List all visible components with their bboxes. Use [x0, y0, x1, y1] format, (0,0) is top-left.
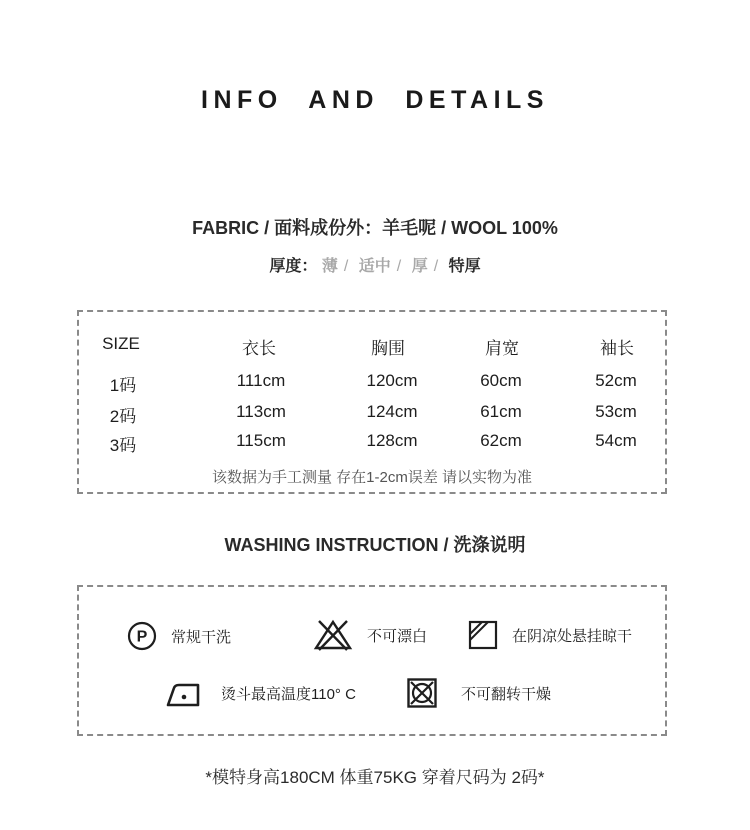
- fabric-line: [0, 214, 750, 240]
- table-cell: 2码: [109, 407, 137, 426]
- care-label: 常规干洗: [171, 628, 232, 646]
- dry-clean-p-icon: [127, 621, 157, 651]
- table-cell: 61cm: [480, 402, 522, 421]
- care-label: 不可漂白: [367, 627, 428, 645]
- thickness-option-medium: 适中: [358, 258, 391, 275]
- table-cell: 128cm: [366, 431, 418, 450]
- table-cell: 115cm: [236, 431, 286, 450]
- fabric-composition: / 面料成份外：羊毛呢 / WOOL 100%: [259, 218, 558, 238]
- no-bleach-icon: [313, 619, 353, 651]
- table-header-length: 衣长: [242, 339, 276, 358]
- table-header-shoulder: 肩宽: [485, 339, 519, 358]
- table-cell: 53cm: [595, 402, 637, 421]
- page-title: INFO AND DETAILS: [201, 86, 549, 114]
- table-cell: 54cm: [595, 431, 637, 450]
- care-label: 在阴凉处悬挂晾干: [512, 627, 633, 645]
- care-item-no-tumble: [407, 678, 551, 708]
- fabric-label: FABRIC: [192, 218, 260, 238]
- shade-hang-dry-icon: [468, 620, 498, 650]
- care-item-no-bleach: [313, 619, 427, 651]
- thickness-line: 厚度： 薄 / 适中 / 厚 / 特厚: [269, 258, 481, 275]
- table-header-size: SIZE: [102, 334, 140, 353]
- table-header-chest: 胸围: [371, 339, 405, 358]
- table-cell: 3码: [109, 436, 137, 455]
- care-item-shade-dry: [468, 620, 632, 650]
- table-header-sleeve: 袖长: [600, 339, 634, 358]
- thickness-option-thin: 薄: [321, 258, 338, 275]
- table-cell: 60cm: [480, 371, 522, 390]
- table-cell: 113cm: [236, 402, 286, 421]
- measurement-note: 该数据为手工测量 存在1-2cm误差 请以实物为准: [211, 469, 532, 486]
- thickness-option-extra-thick: 特厚: [448, 258, 481, 275]
- table-cell: 124cm: [366, 402, 418, 421]
- care-item-dry-clean: [127, 621, 231, 651]
- table-cell: 111cm: [236, 371, 286, 390]
- table-cell: 52cm: [595, 371, 637, 390]
- thickness-option-thick: 厚: [411, 258, 428, 275]
- table-cell: 1码: [109, 376, 137, 395]
- table-cell: 62cm: [480, 431, 522, 450]
- model-info: *模特身高180CM 体重75KG 穿着尺码为 2码*: [205, 768, 545, 787]
- no-tumble-dry-icon: [407, 678, 437, 708]
- care-label: 烫斗最高温度110° C: [221, 685, 356, 703]
- table-cell: 120cm: [366, 371, 418, 390]
- care-item-iron: [165, 677, 356, 709]
- washing-title: WASHING INSTRUCTION / 洗涤说明: [224, 535, 526, 555]
- svg-text:P: P: [136, 628, 148, 646]
- thickness-label: 厚度：: [269, 258, 318, 275]
- washing-box: [77, 585, 667, 736]
- iron-icon: [165, 677, 203, 709]
- care-label: 不可翻转干燥: [461, 685, 552, 703]
